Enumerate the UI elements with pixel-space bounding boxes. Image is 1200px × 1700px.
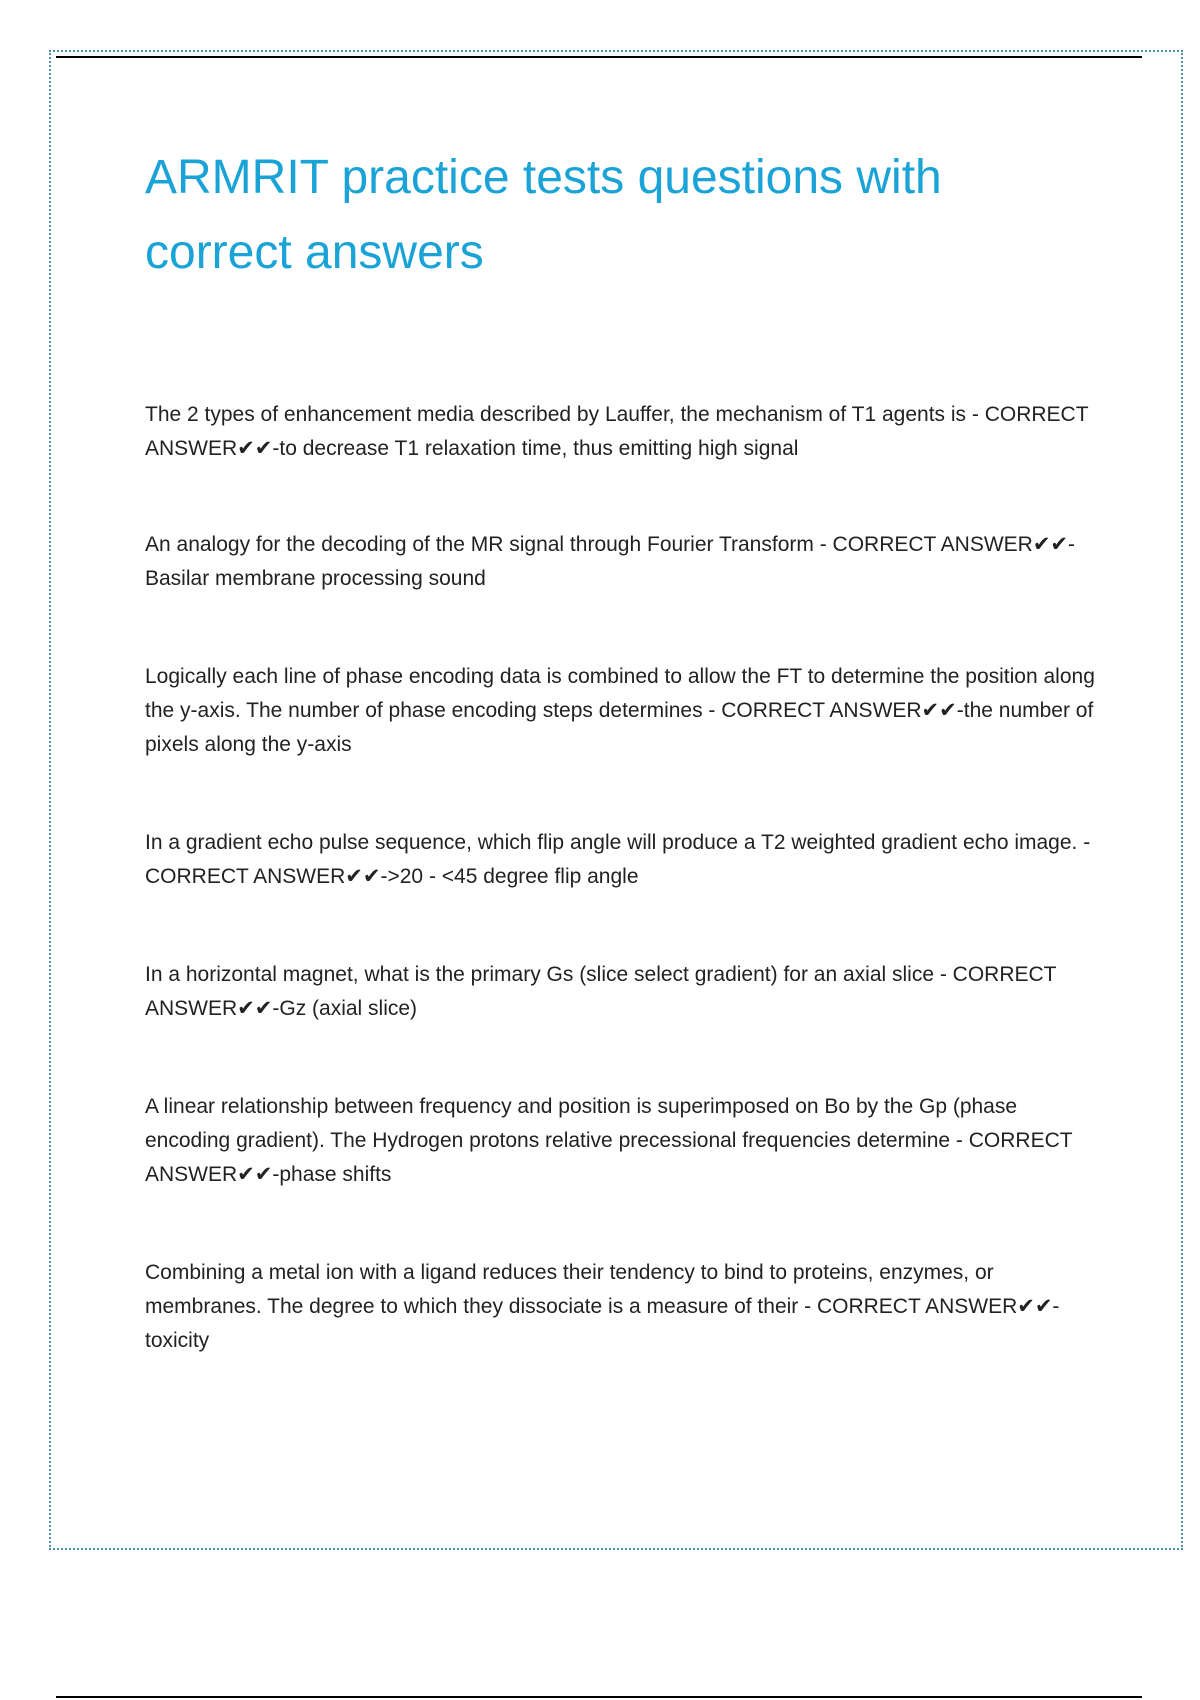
qa-item: In a gradient echo pulse sequence, which flip angle will produce a T2 weighted gradient echo image. - CORRECT ANSWER✔✔->20 - <45 degree flip angle xyxy=(145,831,1091,888)
qa-item: An analogy for the decoding of the MR signal through Fourier Transform - CORRECT ANSWER✔✔-Basilar membrane processing sound xyxy=(145,533,1076,590)
qa-item: In a horizontal magnet, what is the primary Gs (slice select gradient) for an axial slice - CORRECT ANSWER✔✔-Gz (axial slice) xyxy=(145,963,1057,1020)
footer-rule xyxy=(56,1696,1142,1698)
header-rule xyxy=(56,56,1142,58)
qa-list xyxy=(145,398,1095,1358)
qa-item: The 2 types of enhancement media described by Lauffer, the mechanism of T1 agents is - CORRECT ANSWER✔✔-to decrease T1 relaxation time, thus emitting high signal xyxy=(145,403,1089,460)
qa-item: Logically each line of phase encoding data is combined to allow the FT to determine the position along the y-axis. The number of phase encoding steps determines - CORRECT ANSWER✔✔-the number of pixels along the y-axis xyxy=(145,665,1095,756)
document-title: ARMRIT practice tests questions with correct answers xyxy=(145,151,942,279)
qa-item: A linear relationship between frequency and position is superimposed on Bo by the Gp (phase encoding gradient). The Hydrogen protons relative precessional frequencies determine - CORRECT ANSWER✔✔-phase shifts xyxy=(145,1095,1073,1186)
qa-item: Combining a metal ion with a ligand reduces their tendency to bind to proteins, enzymes, or membranes. The degree to which they dissociate is a measure of their - CORRECT ANSWER✔✔-toxicity xyxy=(145,1261,1060,1352)
